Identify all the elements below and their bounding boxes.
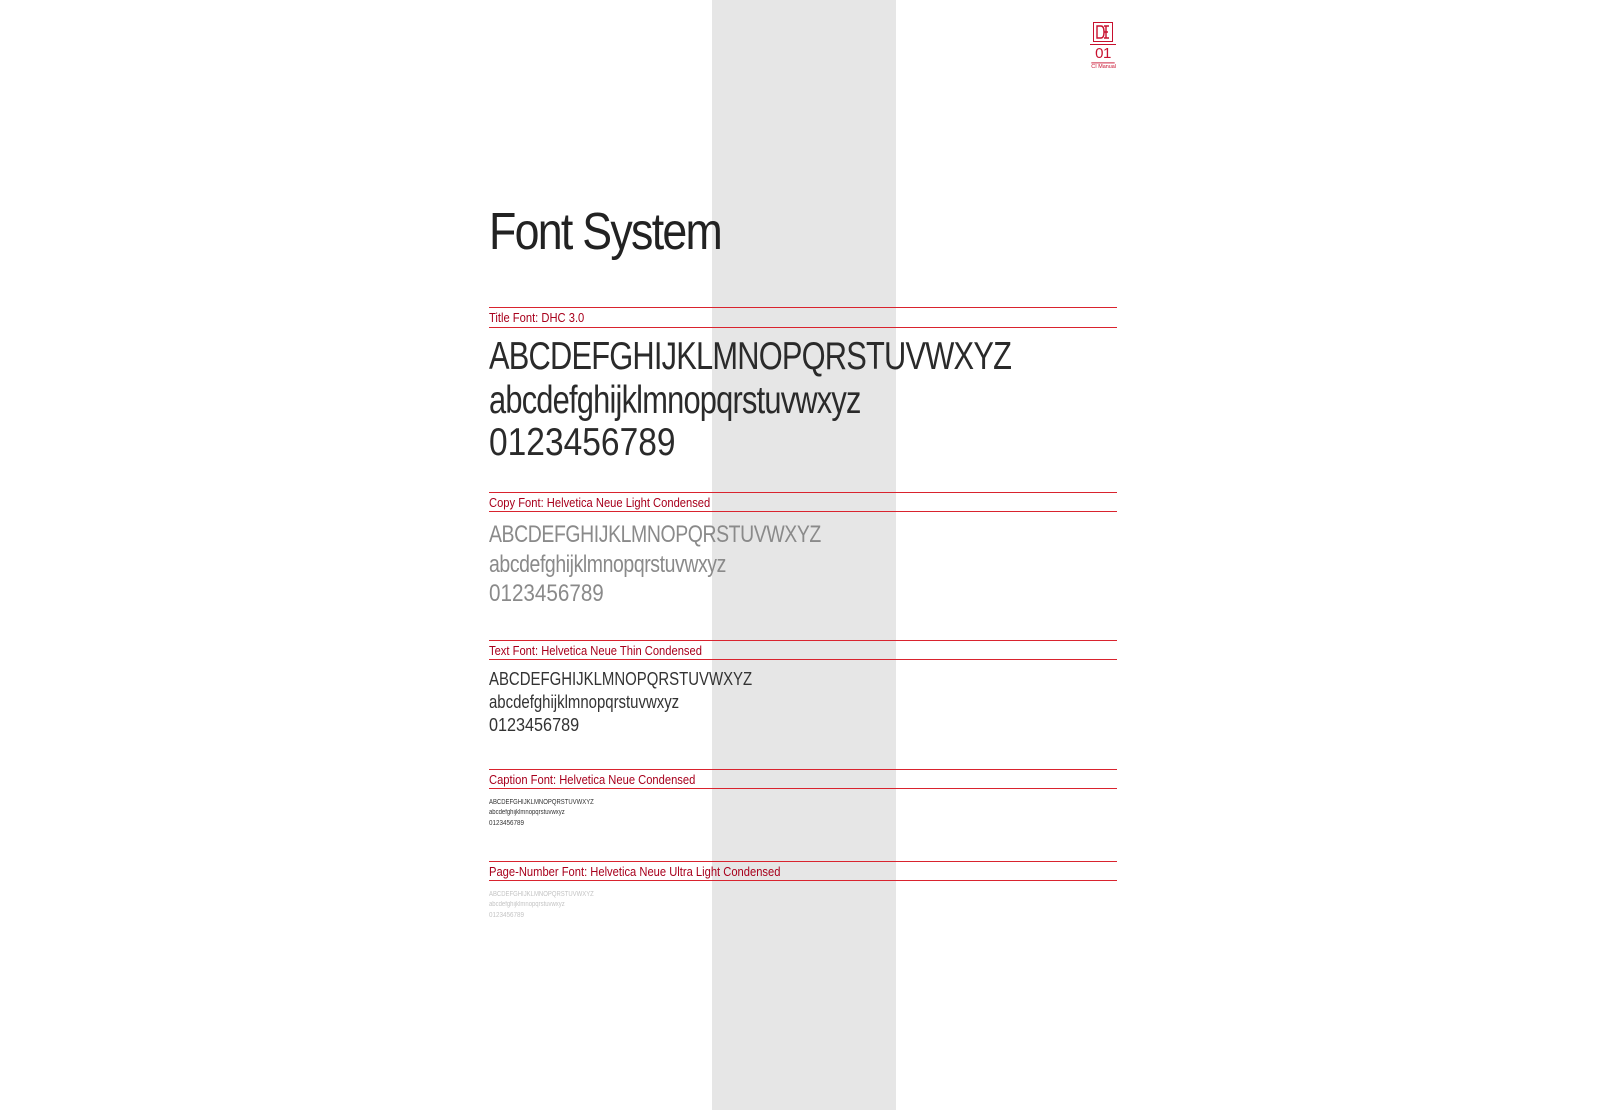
brand-logo — [1090, 22, 1116, 71]
section-rule-bottom — [489, 327, 1117, 328]
uppercase-sample: ABCDEFGHIJKLMNOPQRSTUVWXYZ — [489, 799, 594, 806]
lowercase-sample: abcdefghijklmnopqrstuvwxyz — [489, 551, 726, 578]
section-rule-top — [489, 861, 1117, 862]
page-title: Font System — [489, 203, 722, 261]
section-label: Page-Number Font: Helvetica Neue Ultra Light Condensed — [489, 864, 781, 879]
lowercase-sample: abcdefghijklmnopqrstuvwxyz — [489, 692, 680, 712]
dhc-logo-icon — [1093, 22, 1113, 42]
section-rule-bottom — [489, 880, 1117, 881]
page-number: 01 — [1095, 45, 1111, 62]
section-rule-top — [489, 769, 1117, 770]
uppercase-sample: ABCDEFGHIJKLMNOPQRSTUVWXYZ — [489, 669, 753, 689]
background-band — [712, 0, 896, 1110]
section-label: Copy Font: Helvetica Neue Light Condensed — [489, 495, 711, 510]
section-rule-bottom — [489, 659, 1117, 660]
digits-sample: 0123456789 — [489, 580, 604, 607]
digits-sample: 0123456789 — [489, 421, 676, 464]
digits-sample: 0123456789 — [489, 820, 525, 827]
section-rule-top — [489, 492, 1117, 493]
lowercase-sample: abcdefghijklmnopqrstuvwxyz — [489, 809, 565, 816]
section-label: Title Font: DHC 3.0 — [489, 310, 585, 325]
lowercase-sample: abcdefghijklmnopqrstuvwxyz — [489, 379, 861, 422]
section-rule-top — [489, 307, 1117, 308]
section-rule-top — [489, 640, 1117, 641]
section-label: Caption Font: Helvetica Neue Condensed — [489, 772, 696, 787]
uppercase-sample: ABCDEFGHIJKLMNOPQRSTUVWXYZ — [489, 335, 1012, 378]
lowercase-sample: abcdefghijklmnopqrstuvwxyz — [489, 901, 565, 908]
section-rule-bottom — [489, 788, 1117, 789]
section-rule-bottom — [489, 511, 1117, 512]
digits-sample: 0123456789 — [489, 912, 525, 919]
section-label: Text Font: Helvetica Neue Thin Condensed — [489, 643, 702, 658]
uppercase-sample: ABCDEFGHIJKLMNOPQRSTUVWXYZ — [489, 521, 821, 548]
uppercase-sample: ABCDEFGHIJKLMNOPQRSTUVWXYZ — [489, 891, 594, 898]
digits-sample: 0123456789 — [489, 715, 580, 735]
manual-label: CI Manual — [1091, 64, 1116, 70]
